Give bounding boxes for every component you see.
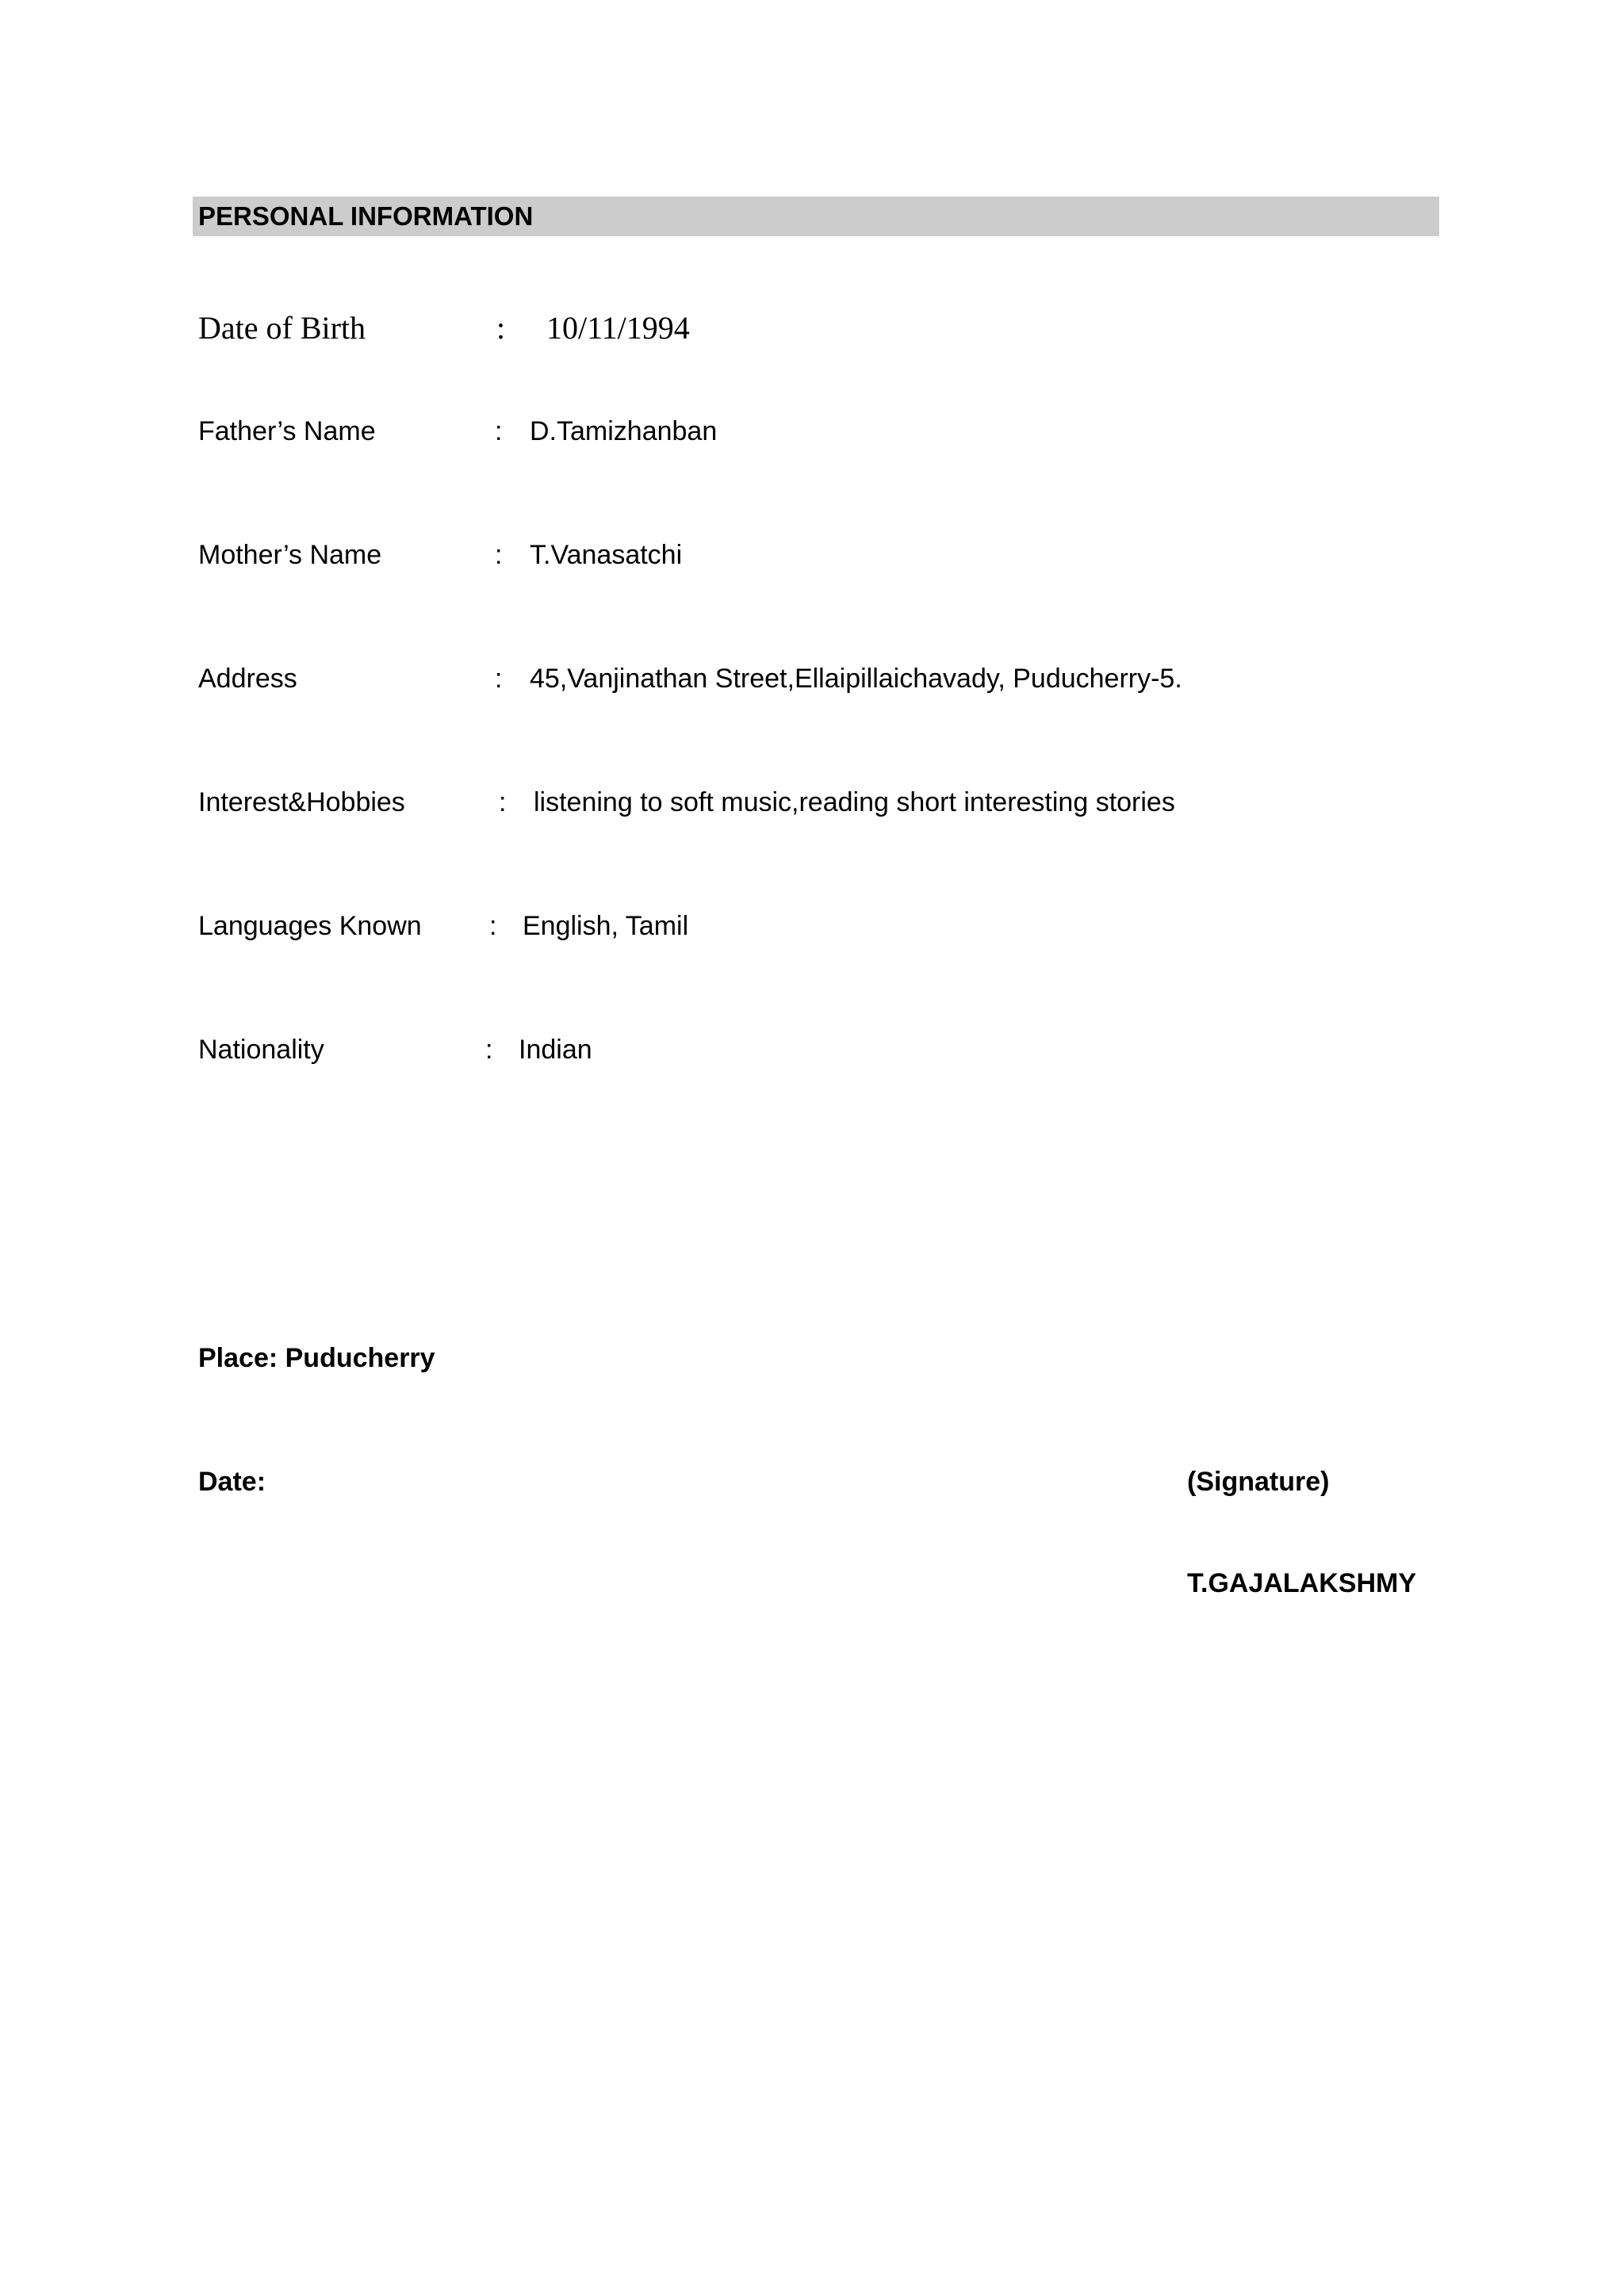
- field-colon: :: [489, 911, 497, 941]
- field-label-mothers-name: Mother’s Name: [198, 540, 382, 570]
- field-value-address: 45,Vanjinathan Street,Ellaipillaichavady, Puducherry-5.: [530, 664, 1182, 694]
- signatory-name: T.GAJALAKSHMY: [1187, 1568, 1417, 1598]
- field-colon: :: [495, 540, 503, 570]
- field-value-fathers-name: D.Tamizhanban: [530, 416, 718, 446]
- field-value-date-of-birth: 10/11/1994: [546, 310, 690, 346]
- field-value-languages-known: English, Tamil: [523, 911, 689, 941]
- field-value-interests-hobbies: listening to soft music,reading short interesting stories: [534, 787, 1175, 817]
- field-label-languages-known: Languages Known: [198, 911, 422, 941]
- section-header-personal-information: [193, 197, 1439, 236]
- field-label-date-of-birth: Date of Birth: [198, 310, 366, 346]
- field-label-fathers-name: Father’s Name: [198, 416, 376, 446]
- field-colon: :: [495, 416, 503, 446]
- place-line: Place: Puducherry: [198, 1343, 435, 1373]
- section-title: PERSONAL INFORMATION: [198, 201, 534, 231]
- field-colon: :: [496, 310, 506, 346]
- field-colon: :: [485, 1035, 493, 1065]
- field-label-interests-hobbies: Interest&Hobbies: [198, 787, 405, 817]
- field-value-nationality: Indian: [519, 1035, 592, 1065]
- field-label-address: Address: [198, 664, 297, 694]
- date-line: Date:: [198, 1467, 266, 1497]
- field-label-nationality: Nationality: [198, 1035, 324, 1065]
- field-colon: :: [495, 664, 503, 694]
- field-value-mothers-name: T.Vanasatchi: [530, 540, 683, 570]
- field-colon: :: [499, 787, 507, 817]
- signature-label: (Signature): [1187, 1467, 1330, 1497]
